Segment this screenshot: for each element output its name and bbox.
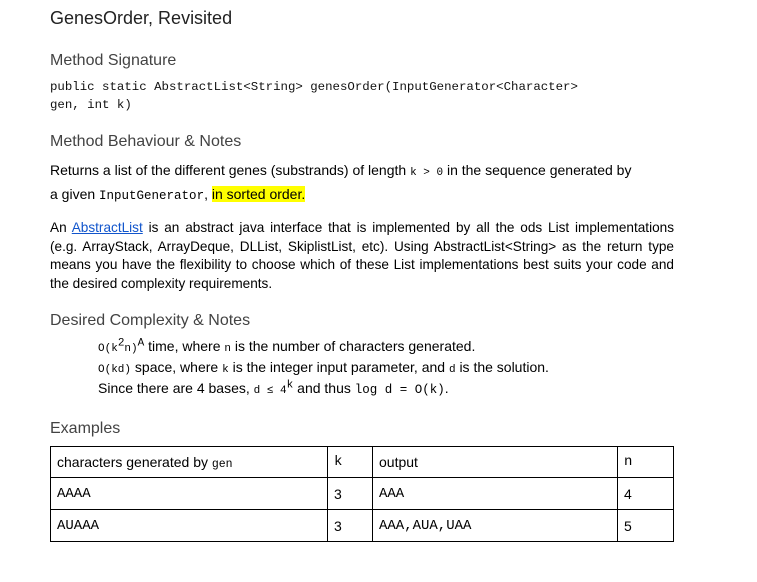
examples-heading: Examples xyxy=(50,420,121,437)
signature-line-2: gen, int k) xyxy=(50,98,132,112)
table-row xyxy=(51,478,674,510)
time-text: time, where xyxy=(148,338,221,354)
bases-period: . xyxy=(444,380,449,396)
time-var-n: n xyxy=(224,343,231,355)
time-code-b: n) xyxy=(124,343,138,355)
bases-text: Since there are 4 bases, xyxy=(98,380,250,396)
header-n: n xyxy=(618,447,674,478)
p2-text-b: is an abstract java interface that is implemented by all the ods List implementations (e.g. ArrayStack, ArrayDeque, DLList, SkiplistList, etc). Using AbstractList<String> as the return type means you have the flexibility to choose which of these List implementations best suits your code and the desired complexity requirements. xyxy=(50,220,675,291)
p2-text-a: An xyxy=(50,220,67,235)
method-signature-code xyxy=(50,78,690,114)
behaviour-paragraph-2 xyxy=(50,219,674,293)
abstractlist-link[interactable]: AbstractList xyxy=(71,220,143,235)
time-sup-a: A xyxy=(137,337,145,350)
cell-k: 3 xyxy=(328,510,373,542)
complexity-heading: Desired Complexity & Notes xyxy=(50,312,251,329)
p1-highlight: in sorted order. xyxy=(211,186,306,202)
p1-code-inputgenerator: InputGenerator xyxy=(99,189,205,203)
header-characters xyxy=(51,447,328,478)
header-characters-text: characters generated by xyxy=(57,453,208,470)
header-output: output xyxy=(373,447,618,478)
behaviour-heading: Method Behaviour & Notes xyxy=(50,133,242,150)
p1-text-c: a given xyxy=(50,186,96,202)
header-k: k xyxy=(328,447,373,478)
bases-code-2: log d = O(k) xyxy=(354,383,445,397)
cell-chars: AAAA xyxy=(51,478,328,510)
cell-n: 4 xyxy=(618,478,674,510)
signature-heading: Method Signature xyxy=(50,52,177,69)
table-row xyxy=(51,510,674,542)
space-var-d: d xyxy=(448,364,456,376)
bases-code: d ≤ 4 xyxy=(253,385,287,397)
examples-table xyxy=(50,446,674,542)
p1-code-k: k > 0 xyxy=(410,167,444,179)
time-sup-2: 2 xyxy=(117,337,125,350)
cell-n: 5 xyxy=(618,510,674,542)
complexity-line-space xyxy=(98,359,549,376)
header-characters-code: gen xyxy=(211,457,233,471)
bases-sup-k: k xyxy=(286,379,294,392)
table-header-row xyxy=(51,447,674,478)
behaviour-paragraph-1 xyxy=(50,160,680,207)
p1-comma: , xyxy=(204,186,208,202)
cell-output: AAA xyxy=(373,478,618,510)
space-var-k: k xyxy=(222,364,229,376)
complexity-line-time xyxy=(98,338,475,355)
space-text-3: is the solution. xyxy=(459,359,549,375)
time-code-a: O(k xyxy=(98,343,118,355)
cell-output: AAA,AUA,UAA xyxy=(373,510,618,542)
time-text-2: is the number of characters generated. xyxy=(234,338,476,354)
cell-chars: AUAAA xyxy=(51,510,328,542)
space-code: O(kd) xyxy=(98,364,132,376)
p1-text-a: Returns a list of the different genes (substrands) of length xyxy=(50,162,407,178)
page-title: GenesOrder, Revisited xyxy=(50,8,233,28)
space-text: space, where xyxy=(134,359,219,375)
complexity-line-bases xyxy=(98,380,449,397)
bases-text-2: and thus xyxy=(297,380,351,396)
space-text-2: is the integer input parameter, and xyxy=(232,359,446,375)
signature-line-1: public static AbstractList<String> genesOrder(InputGenerator<Character> xyxy=(50,80,578,94)
cell-k: 3 xyxy=(328,478,373,510)
p1-text-b: in the sequence generated by xyxy=(446,162,632,178)
